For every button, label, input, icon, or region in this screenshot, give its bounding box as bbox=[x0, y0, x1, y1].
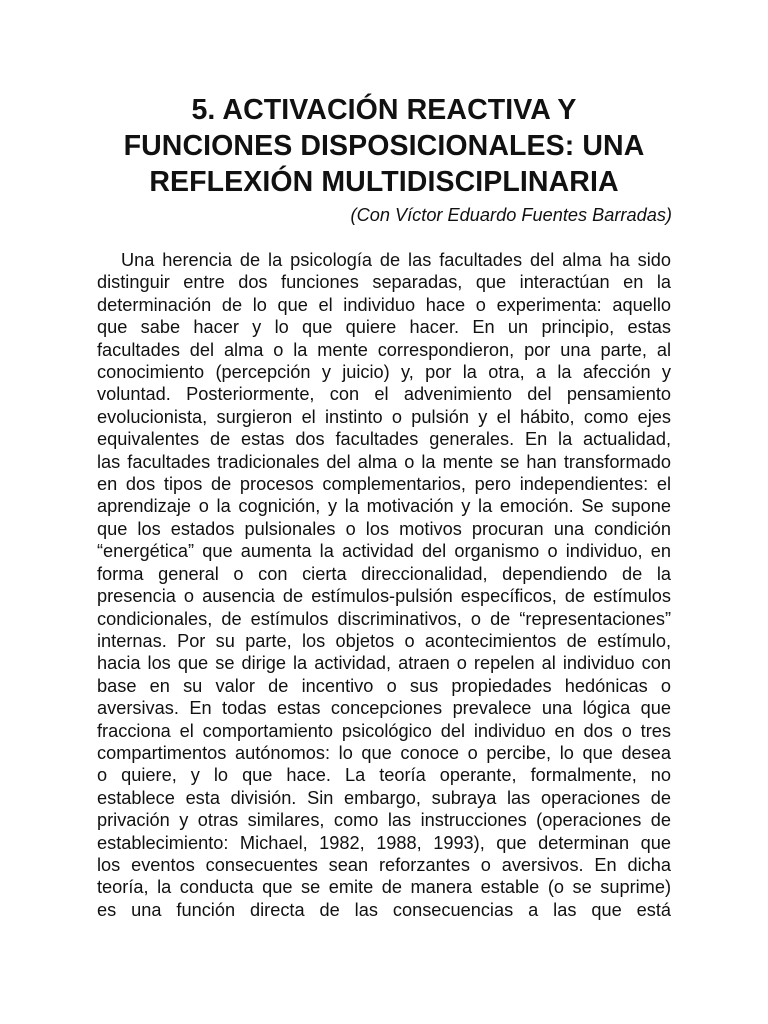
chapter-title bbox=[60, 92, 708, 200]
paragraph-line: que sabe hacer y lo que quiere hacer. En un principio, estas bbox=[97, 317, 671, 338]
body-paragraph bbox=[97, 249, 671, 921]
paragraph-line: base en su valor de incentivo o sus propiedades hedónicas o bbox=[97, 675, 671, 696]
paragraph-line: Una herencia de la psicología de las facultades del alma ha sido bbox=[121, 250, 671, 270]
paragraph-line: los eventos consecuentes sean reforzantes o aversivos. En dicha bbox=[97, 854, 671, 875]
paragraph-line: es una función directa de las consecuencias a las que está bbox=[97, 899, 671, 920]
paragraph-line: las facultades tradicionales del alma o la mente se han transformado bbox=[97, 451, 671, 472]
paragraph-line: aversivas. En todas estas concepciones prevalece una lógica que bbox=[97, 698, 671, 719]
paragraph-line: “energética” que aumenta la actividad del organismo o individuo, en bbox=[97, 541, 671, 562]
paragraph-line: forma general o con cierta direccionalidad, dependiendo de la bbox=[97, 563, 671, 584]
paragraph-line: conocimiento (percepción y juicio) y, por la otra, a la afección y bbox=[97, 362, 671, 383]
paragraph-line: o quiere, y lo que hace. La teoría operante, formalmente, no bbox=[97, 765, 671, 786]
paragraph-line: teoría, la conducta que se emite de manera estable (o se suprime) bbox=[97, 877, 671, 898]
paragraph-line: voluntad. Posteriormente, con el advenimiento del pensamiento bbox=[97, 384, 671, 405]
paragraph-line: privación y otras similares, como las instrucciones (operaciones de bbox=[97, 810, 671, 831]
paragraph-line: establecimiento: Michael, 1982, 1988, 1993), que determinan que bbox=[97, 832, 671, 853]
paragraph-line: determinación de lo que el individuo hace o experimenta: aquello bbox=[97, 294, 671, 315]
paragraph-line: internas. Por su parte, los objetos o acontecimientos de estímulo, bbox=[97, 630, 671, 651]
paragraph-line: distinguir entre dos funciones separadas, que interactúan en la bbox=[97, 272, 671, 293]
paragraph-line: condicionales, de estímulos discriminativos, o de “representaciones” bbox=[97, 608, 671, 629]
paragraph-line: establece esta división. Sin embargo, subraya las operaciones de bbox=[97, 787, 671, 808]
paragraph-line: presencia o ausencia de estímulos-pulsión específicos, de estímulos bbox=[97, 586, 671, 607]
chapter-title-line: REFLEXIÓN MULTIDISCIPLINARIA bbox=[149, 166, 619, 198]
paragraph-line: evolucionista, surgieron el instinto o pulsión y el hábito, como ejes bbox=[97, 406, 671, 427]
paragraph-line: en dos tipos de procesos complementarios, pero independientes: el bbox=[97, 474, 671, 495]
paragraph-line: facultades del alma o la mente correspondieron, por una parte, al bbox=[97, 339, 671, 360]
chapter-title-line: FUNCIONES DISPOSICIONALES: UNA bbox=[123, 130, 645, 162]
paragraph-line: que los estados pulsionales o los motivos procuran una condición bbox=[97, 518, 671, 539]
chapter-coauthor: (Con Víctor Eduardo Fuentes Barradas) bbox=[350, 205, 672, 225]
paragraph-line: compartimentos autónomos: lo que conoce o percibe, lo que desea bbox=[97, 742, 671, 763]
paragraph-line: equivalentes de estas dos facultades generales. En la actualidad, bbox=[97, 429, 671, 450]
paragraph-line: aprendizaje o la cognición, y la motivación y la emoción. Se supone bbox=[97, 496, 671, 517]
paragraph-line: fracciona el comportamiento psicológico del individuo en dos o tres bbox=[97, 720, 671, 741]
paragraph-line: hacia los que se dirige la actividad, atraen o repelen al individuo con bbox=[97, 653, 671, 674]
chapter-title-line: 5. ACTIVACIÓN REACTIVA Y bbox=[191, 94, 577, 126]
